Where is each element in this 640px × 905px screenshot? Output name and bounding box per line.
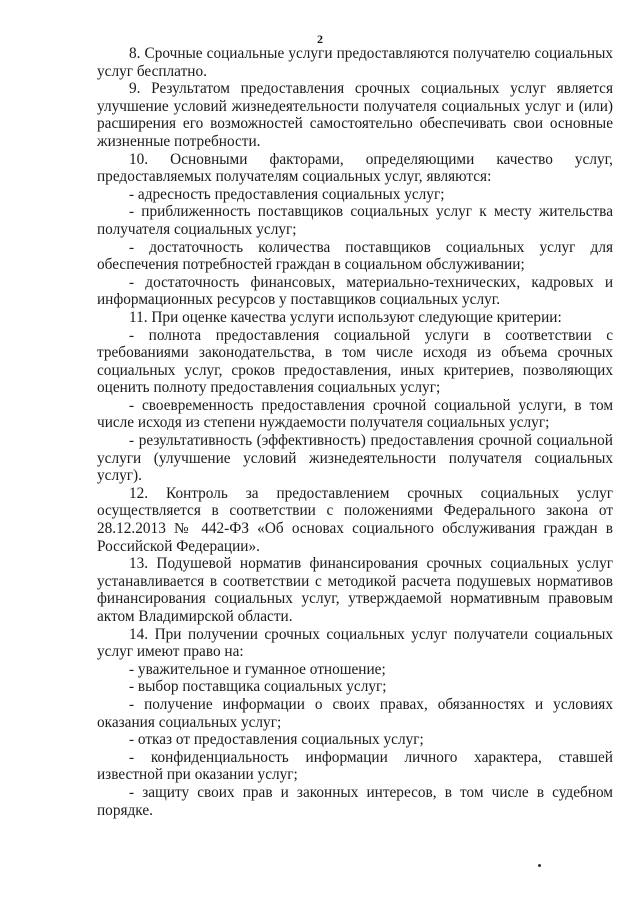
list-item: - получение информации о своих правах, обязанностях и условиях оказания социальных услуг; [97,695,613,731]
list-item: - приближенность поставщиков социальных услуг к месту жительства получателя социальных услуг; [97,203,613,238]
paragraph-9: 9. Результатом предоставления срочных социальных услуг является улучшение условий жизнедеятельности получателя социальных услуг и (или) расширения его возможностей самостоятельно обеспечивать свои основные жизненные потребности. [97,80,613,150]
paragraph-8: 8. Срочные социальные услуги предоставляются получателю социальных услуг бесплатно. [97,45,613,80]
paragraph-13: 13. Подушевой норматив финансирования срочных социальных услуг устанавливается в соответствии с методикой расчета подушевых нормативов финансирования социальных услуг, утверждаемой нормативным правовым актом Владимирской области. [97,555,613,625]
list-item: - достаточность финансовых, материально-технических, кадровых и информационных ресурсов у поставщиков социальных услуг. [97,273,613,309]
list-item: - результативность (эффективность) предоставления срочной социальной услуги (улучшение условий жизнедеятельности получателя социальных услуг). [97,432,613,485]
paragraph-10: 10. Основными факторами, определяющими качество услуг, предоставляемых получателям социальных услуг, являются: [97,150,613,186]
list-item: - защиту своих прав и законных интересов, в том числе в судебном порядке. [97,783,613,819]
list-item: - своевременность предоставления срочной социальной услуги, в том числе исходя из степени нуждаемости получателя социальных услуг; [97,396,613,432]
paragraph-14: 14. При получении срочных социальных услуг получатели социальных услуг имеют право на: [97,625,613,661]
list-item: - конфиденциальность информации личного характера, ставшей известной при оказании услуг; [97,748,613,784]
list-item: - отказ от предоставления социальных услуг; [129,731,424,749]
page-number: 2 [317,32,323,46]
list-item: - уважительное и гуманное отношение; [129,660,386,678]
scan-dot [538,864,541,867]
list-item: - выбор поставщика социальных услуг; [129,678,387,696]
list-item: - адресность предоставления социальных услуг; [129,185,445,203]
document-body [97,45,613,819]
paragraph-12: 12. Контроль за предоставлением срочных социальных услуг осуществляется в соответствии с положениями Федерального закона от 28.12.2013 № 442-ФЗ «Об основах социального обслуживания граждан в Российской Федерации». [97,484,613,555]
list-item: - полнота предоставления социальной услуги в соответствии с требованиями законодательства, в том числе исходя из объема срочных социальных услуг, сроков предоставления, иных критериев, позволяющих оценить полноту предоставления социальных услуг; [97,326,613,397]
list-item: - достаточность количества поставщиков социальных услуг для обеспечения потребностей граждан в социальном обслуживании; [97,238,613,274]
paragraph-11: 11. При оценке качества услуги используют следующие критерии: [129,308,562,326]
